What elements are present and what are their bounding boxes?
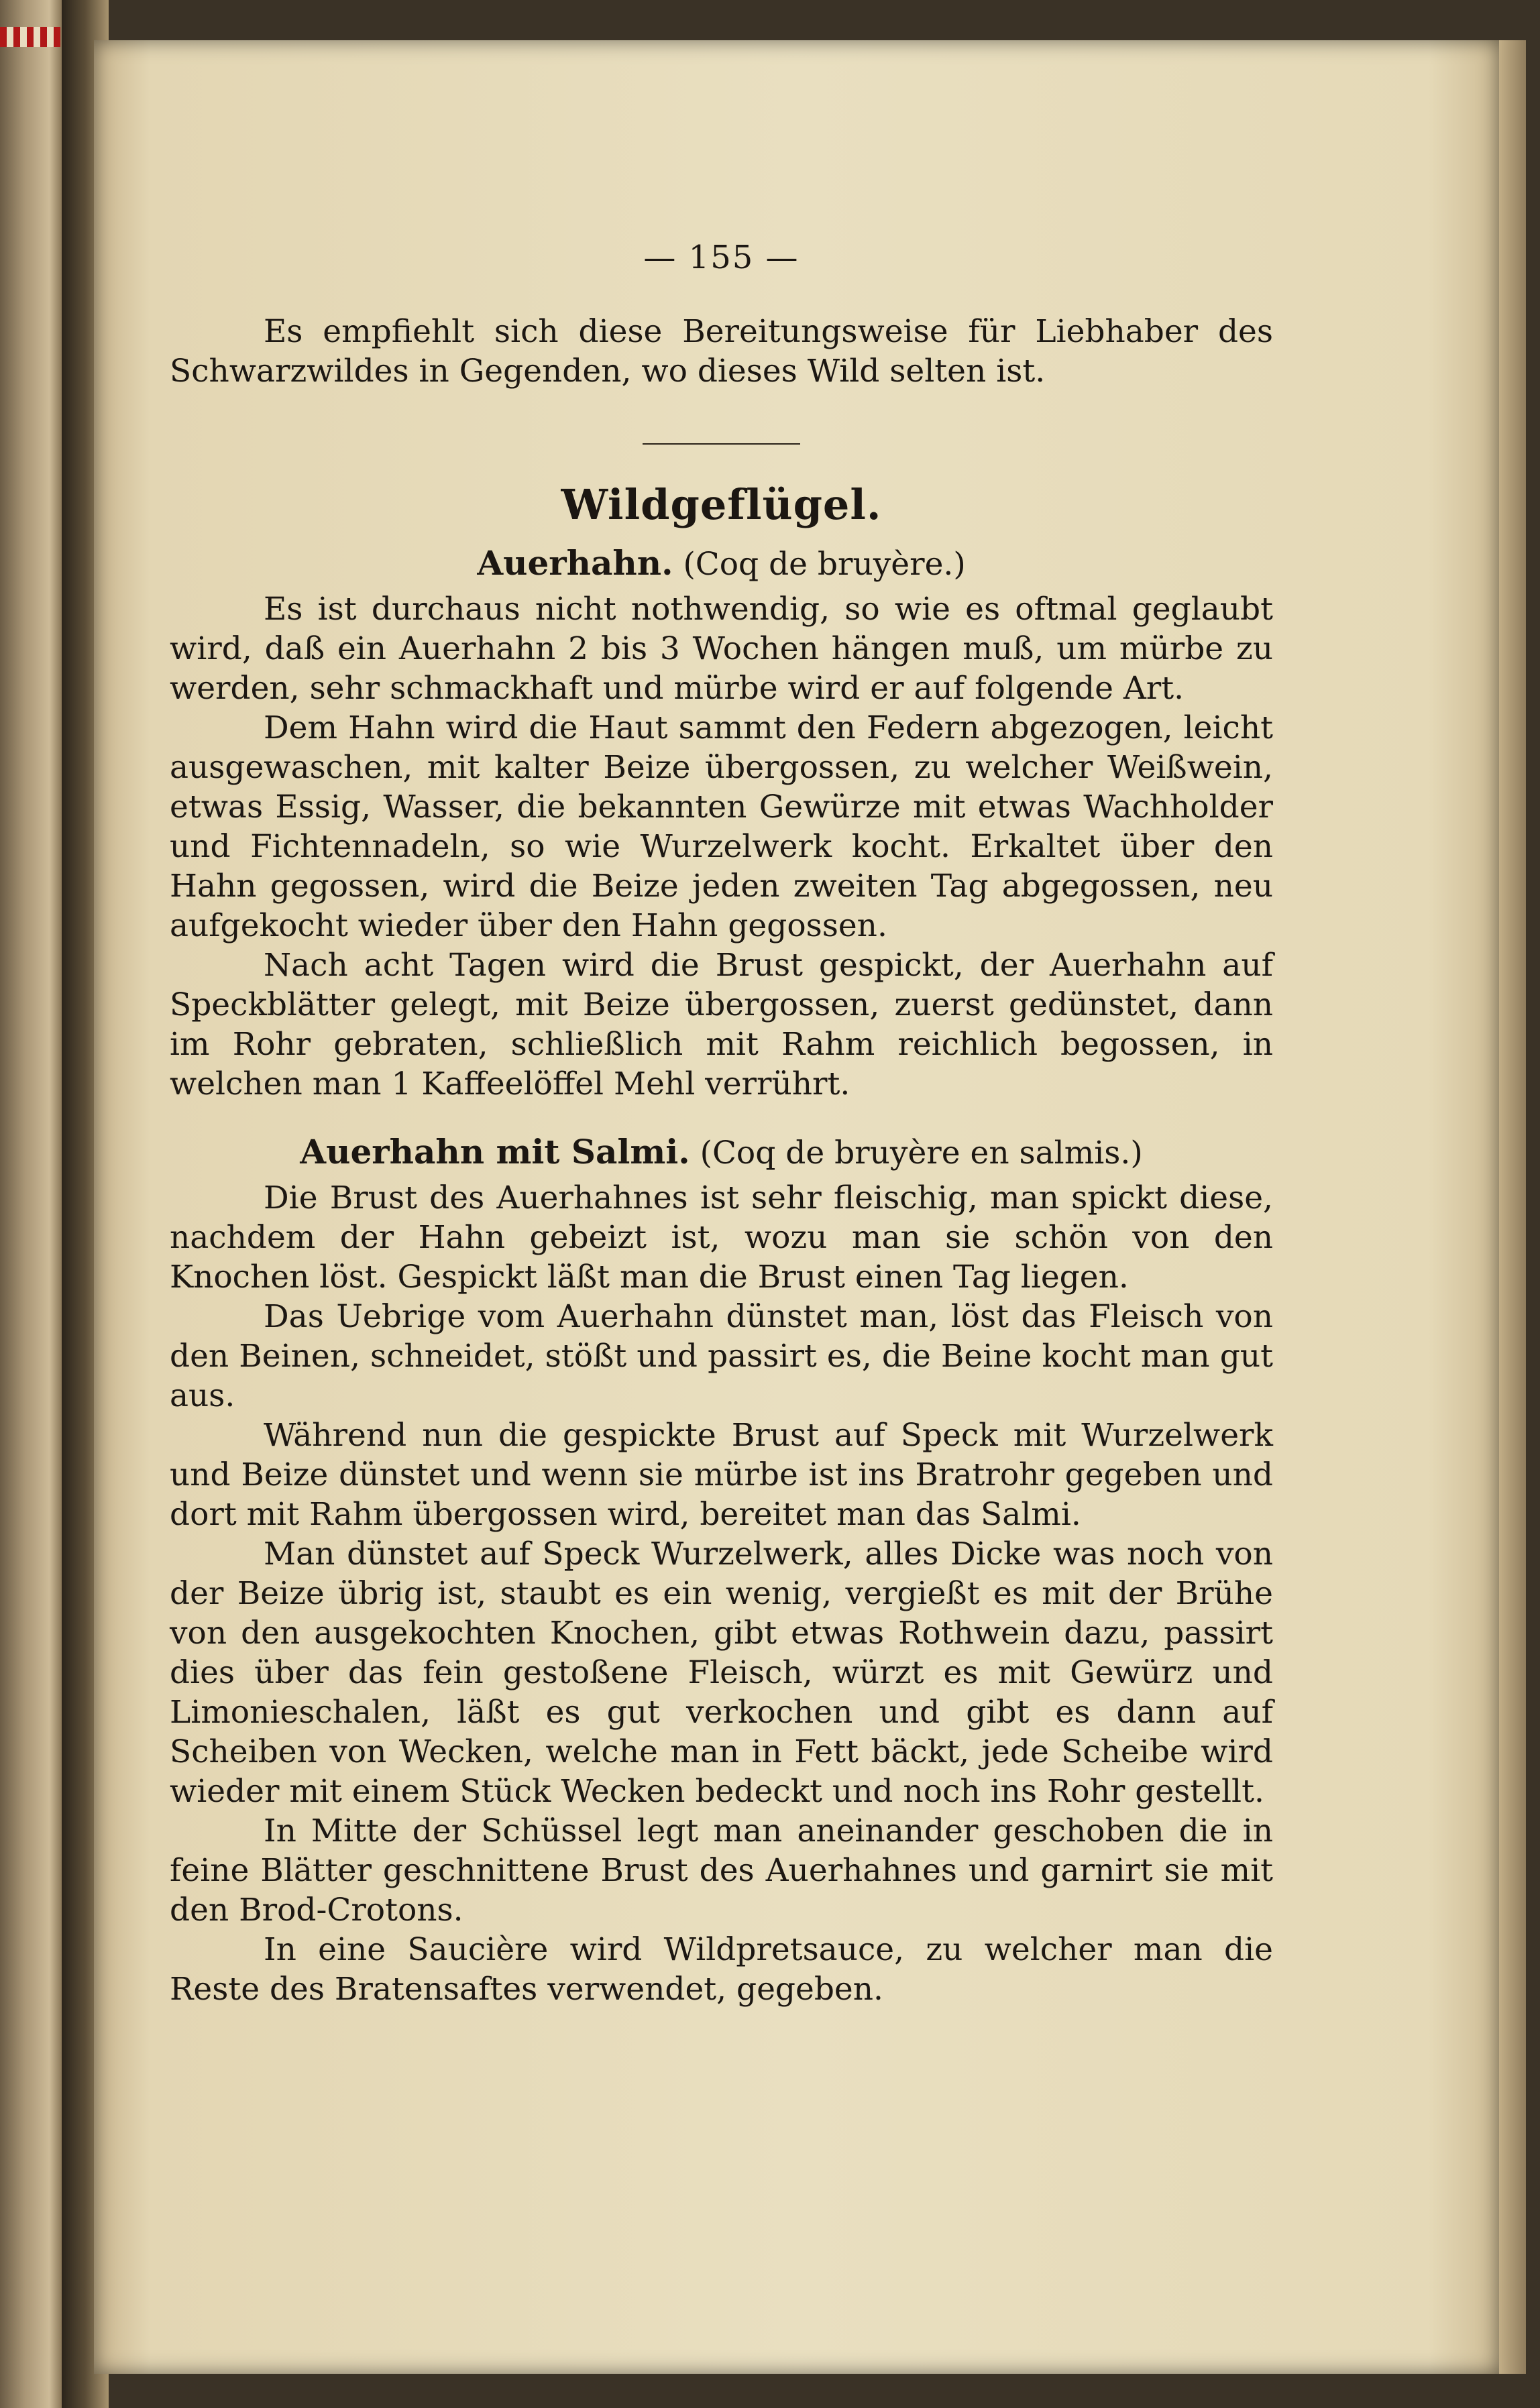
recipe-heading [170,543,1273,584]
paragraph: Während nun die gespickte Brust auf Speck mit Wurzelwerk und Beize dünstet und wenn sie mürbe ist ins Bratrohr gegeben und dort mit Rahm übergossen wird, bereitet man das Salmi. [170,1417,1273,1533]
recipe-heading [170,1132,1273,1173]
paragraph: Das Uebrige vom Auerhahn dünstet man, löst das Fleisch von den Beinen, schneidet, stößt und passirt es, die Beine kocht man gut aus. [170,1298,1273,1414]
section-title: Wildgeflügel. [561,480,882,529]
paragraph: Man dünstet auf Speck Wurzelwerk, alles Dicke was noch von der Beize übrig ist, staubt es ein wenig, vergießt es mit der Brühe von den ausgekochten Knochen, gibt etwas Rothwein dazu, passirt dies über das fein gestoßene Fleisch, würzt es mit Gewürz und Limonieschalen, läßt es gut verkochen und gibt es dann auf Scheiben von Wecken, welche man in Fett bäckt, jede Scheibe wird wieder mit einem Stück Wecken bedeckt und noch ins Rohr gestellt. [170,1536,1273,1810]
recipe-subtitle: (Coq de bruyère en salmis.) [700,1135,1143,1171]
section-divider [643,443,800,445]
recipe-subtitle: (Coq de bruyère.) [683,546,966,583]
paragraph: In Mitte der Schüssel legt man aneinander geschoben die in feine Blätter geschnittene Brust des Auerhahnes und garnirt sie mit den Brod-Crotons. [170,1813,1273,1929]
recipe-title: Auerhahn. [477,543,673,583]
paragraph: Die Brust des Auerhahnes ist sehr fleischig, man spickt diese, nachdem der Hahn gebeizt ist, wozu man sie schön von den Knochen löst. Gespickt läßt man die Brust einen Tag liegen. [170,1180,1273,1296]
page-number: — 155 — [643,239,800,276]
left-page-edge [0,0,62,2408]
paragraph: In eine Saucière wird Wildpretsauce, zu welcher man die Reste des Bratensaftes verwendet, gegeben. [170,1931,1273,2008]
page-text [170,238,1273,2009]
paragraph: Dem Hahn wird die Haut sammt den Federn abgezogen, leicht ausgewaschen, mit kalter Beize übergossen, zu welcher Weißwein, etwas Essig, Wasser, die bekannten Gewürze mit etwas Wachholder und Fichtennadeln, so wie Wurzelwerk kocht. Erkaltet über den Hahn gegossen, wird die Beize jeden zweiten Tag abgegossen, neu aufgekocht wieder über den Hahn gegossen. [170,709,1273,944]
paragraph: Es ist durchaus nicht nothwendig, so wie es oftmal geglaubt wird, daß ein Auerhahn 2 bis 3 Wochen hängen muß, um mürbe zu werden, sehr schmackhaft und mürbe wird er auf folgende Art. [170,591,1273,707]
page-stack-edge [1499,40,1526,2374]
intro-paragraph: Es empfiehlt sich diese Bereitungsweise für Liebhaber des Schwarzwildes in Gegenden, wo dieses Wild selten ist. [170,313,1273,390]
recipe-title: Auerhahn mit Salmi. [300,1132,690,1171]
red-bookmark-edge [0,27,60,47]
paragraph: Nach acht Tagen wird die Brust gespickt, der Auerhahn auf Speckblätter gelegt, mit Beize übergossen, zuerst gedünstet, dann im Rohr gebraten, schließlich mit Rahm reichlich begossen, in welchen man 1 Kaffeelöffel Mehl verrührt. [170,947,1273,1102]
